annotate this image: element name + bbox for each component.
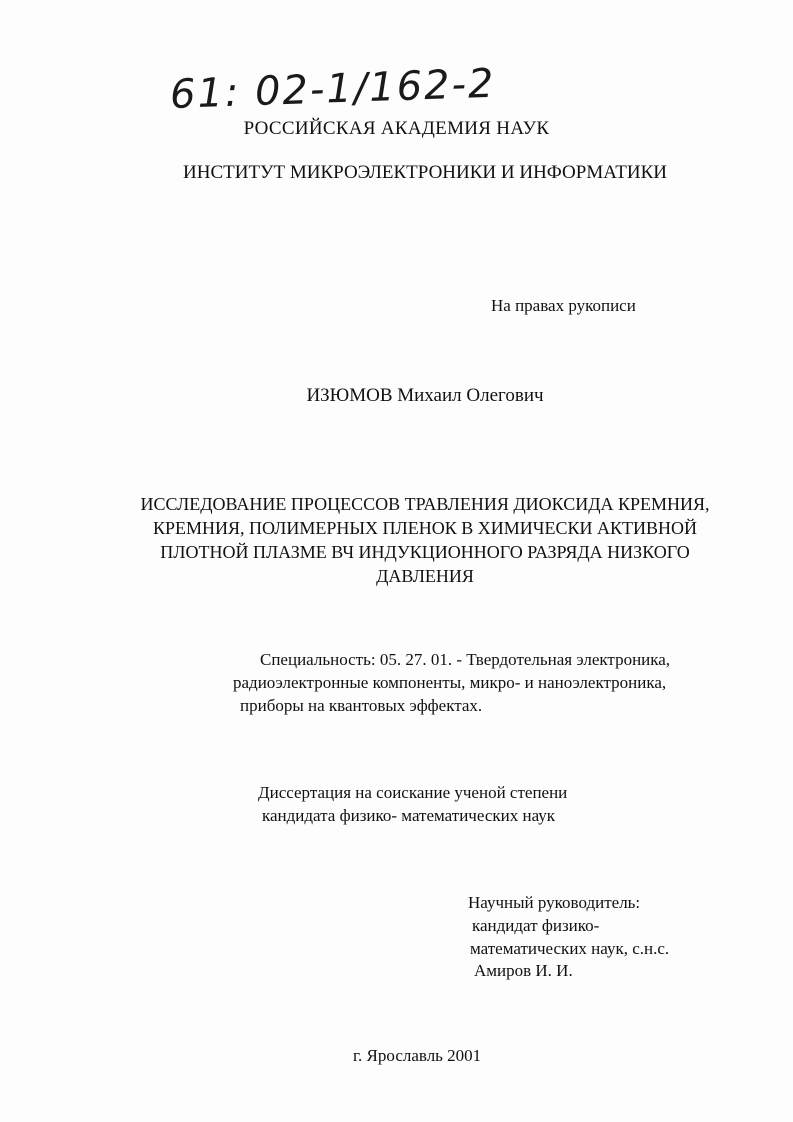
specialty-line: приборы на квантовых эффектах. — [240, 696, 483, 715]
dissertation-title — [110, 492, 740, 588]
organization-heading: РОССИЙСКАЯ АКАДЕМИЯ НАУК — [243, 118, 550, 139]
specialty-line: Специальность: 05. 27. 01. - Твердотельная электроника, — [260, 650, 671, 669]
title-line: ИССЛЕДОВАНИЕ ПРОЦЕССОВ ТРАВЛЕНИЯ ДИОКСИДА КРЕМНИЯ, — [140, 494, 710, 514]
degree-line: Диссертация на соискание ученой степени — [258, 783, 568, 802]
author-name: ИЗЮМОВ Михаил Олегович — [306, 385, 544, 406]
supervisor-heading: Научный руководитель: — [468, 893, 641, 912]
specialty-line: радиоэлектронные компоненты, микро- и наноэлектроника, — [233, 673, 667, 692]
handwritten-shelf-mark: 61: 02-1/162-2 — [169, 60, 497, 118]
degree-line: кандидата физико- математических наук — [262, 806, 556, 825]
title-line: ПЛОТНОЙ ПЛАЗМЕ ВЧ ИНДУКЦИОННОГО РАЗРЯДА НИЗКОГО — [160, 542, 690, 562]
supervisor-line: кандидат физико- — [472, 916, 600, 935]
rights-note: На правах рукописи — [491, 296, 636, 315]
institute-heading: ИНСТИТУТ МИКРОЭЛЕКТРОНИКИ И ИНФОРМАТИКИ — [183, 162, 667, 183]
supervisor-line: математических наук, с.н.с. — [470, 939, 670, 958]
supervisor-name: Амиров И. И. — [474, 961, 573, 980]
title-line: ДАВЛЕНИЯ — [376, 566, 474, 586]
title-line: КРЕМНИЯ, ПОЛИМЕРНЫХ ПЛЕНОК В ХИМИЧЕСКИ АКТИВНОЙ — [153, 518, 697, 538]
city-year: г. Ярославль 2001 — [353, 1046, 482, 1065]
